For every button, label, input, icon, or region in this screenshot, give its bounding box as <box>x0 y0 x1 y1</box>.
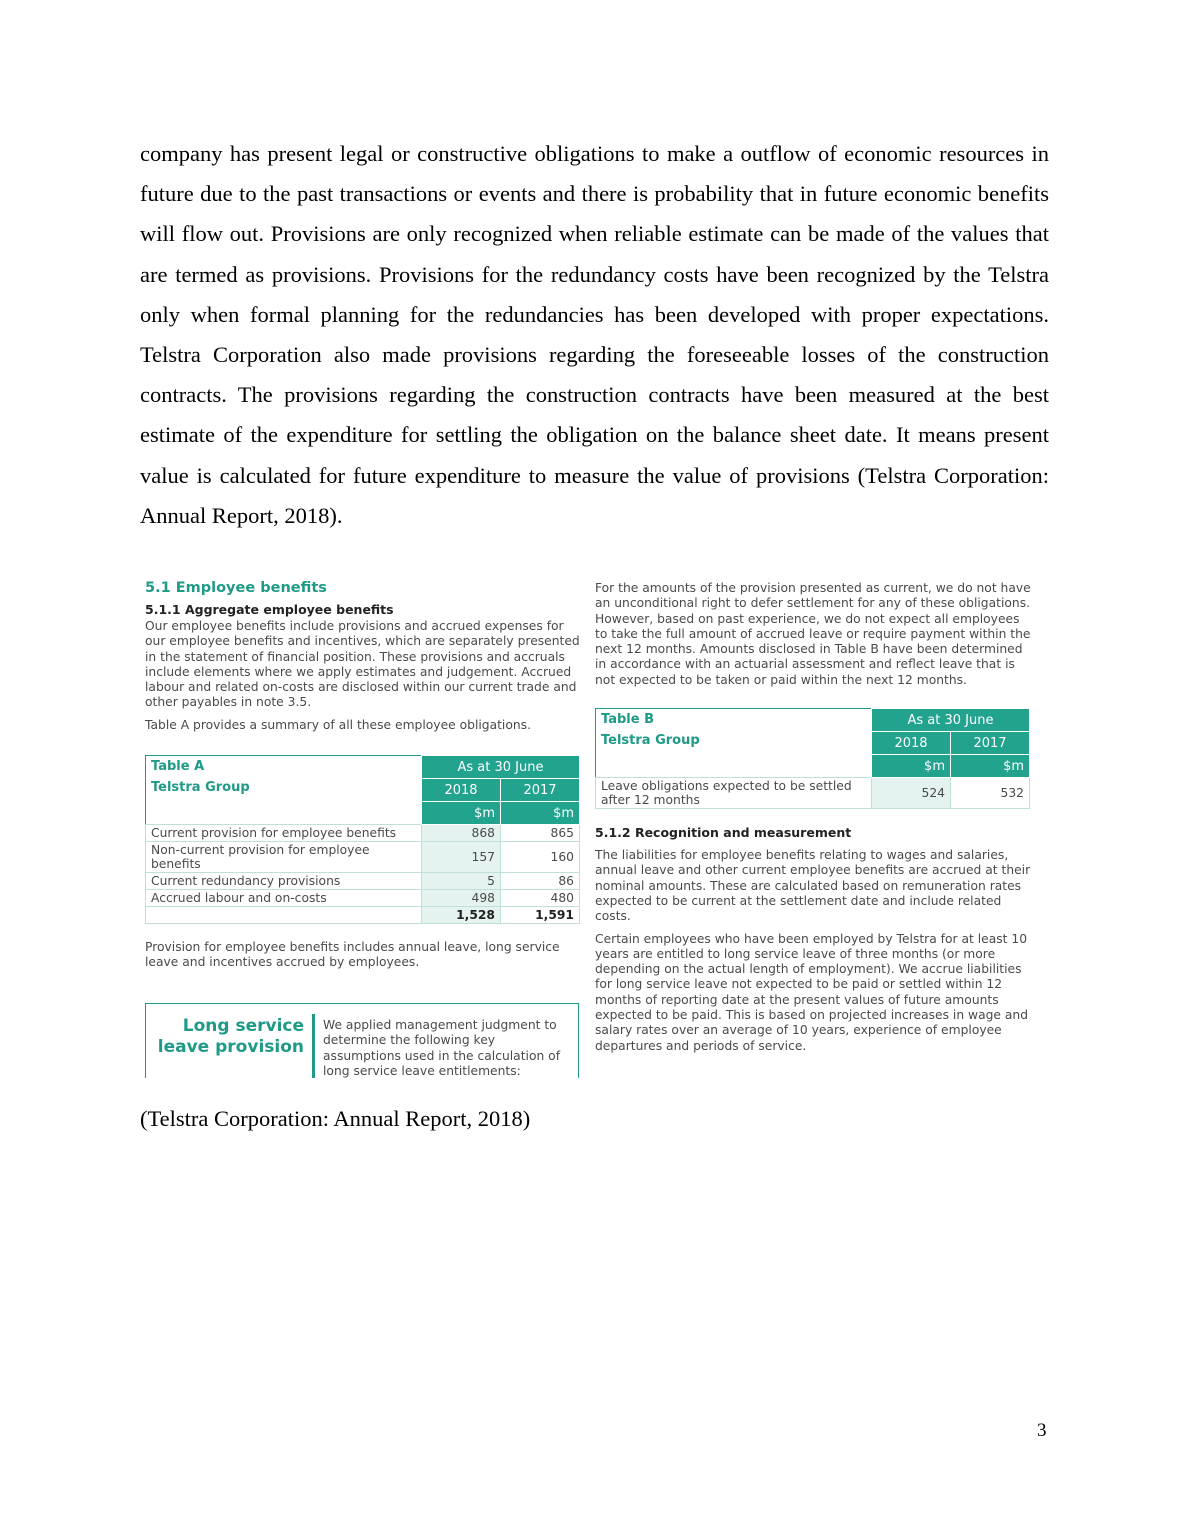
row-value-2018: 5 <box>422 873 501 890</box>
table-row <box>146 842 580 873</box>
row-label: Accrued labour and on-costs <box>146 890 422 907</box>
table-row <box>146 873 580 890</box>
lsl-text: We applied management judgment to determine the following key assumptions used in the calculation of long service leave entitlements: <box>323 1018 561 1078</box>
table-a-group: Telstra Group <box>151 780 250 796</box>
table-b-group: Telstra Group <box>601 733 700 749</box>
table-total-row <box>146 907 580 924</box>
table-a-heading-cell <box>146 756 422 825</box>
table-b-unit-2017: $m <box>950 755 1029 778</box>
row-label: Current provision for employee benefits <box>146 825 422 842</box>
row-label: Current redundancy provisions <box>146 873 422 890</box>
long-service-paragraph: Certain employees who have been employed by Telstra for at least 10 years are entitled to long service leave of three months (or more depending on the actual length of employment). We accrue liabilities for long service leave not expected to be paid or settled within 12 months of reporting date at the present values of future amounts expected to be paid. This is based on projected increases in wage and salary rates over an average of 10 years, experience of employee departures and periods of service. <box>595 931 1029 1053</box>
row-value-2017: 865 <box>501 825 580 842</box>
row-value-2018: 868 <box>422 825 501 842</box>
lsl-divider <box>312 1014 315 1078</box>
table-b-period: As at 30 June <box>872 709 1030 732</box>
source-caption: (Telstra Corporation: Annual Report, 2018) <box>140 1106 531 1131</box>
row-value-2017: 86 <box>501 873 580 890</box>
row-label: Non-current provision for employee benefits <box>146 842 422 873</box>
row-value-2017: 160 <box>501 842 580 873</box>
table-row <box>146 825 580 842</box>
table-b-year-2018: 2018 <box>872 732 951 755</box>
total-2017: 1,591 <box>501 907 580 924</box>
table-row <box>596 778 1030 809</box>
provision-note: Provision for employee benefits includes annual leave, long service leave and incentives accrued by employees. <box>145 940 560 970</box>
table-b-unit-2018: $m <box>872 755 951 778</box>
recognition-paragraph: The liabilities for employee benefits relating to wages and salaries, annual leave and other current employee benefits are accrued at their nominal amounts. These are calculated based on remuneration rates expected to be current at the settlement date and include related costs. <box>595 848 1031 924</box>
table-b-heading-cell <box>596 709 872 778</box>
excerpt-right-column <box>595 575 1035 1061</box>
annual-report-excerpt <box>140 575 1040 1078</box>
excerpt-left-column <box>145 575 585 978</box>
total-2018: 1,528 <box>422 907 501 924</box>
table-b-year-2017: 2017 <box>950 732 1029 755</box>
table-a-label: Table A <box>151 759 205 775</box>
aggregate-paragraph: Our employee benefits include provisions and accrued expenses for our employee benefits and incentives, which are separately presented in the statement of financial position. These provisions and accruals include elements where we apply estimates and judgement. Accrued labour and related on-costs are disclosed within our current trade and other payables in note 3.5. <box>145 619 580 710</box>
body-paragraph: company has present legal or constructive obligations to make a outflow of economic resources in future due to the past transactions or events and there is probability that in future economic benefits will flow out. Provisions are only recognized when reliable estimate can be made of the values that are termed as provisions. Provisions for the redundancy costs have been recognized by the Telstra only when formal planning for the redundancies has been developed with proper expectations. Telstra Corporation also made provisions regarding the foreseeable losses of the construction contracts. The provisions regarding the construction contracts have been measured at the best estimate of the expenditure for settling the obligation on the balance sheet date. It means present value is calculated for future expenditure to measure the value of provisions (Telstra Corporation: Annual Report, 2018). <box>140 141 1049 528</box>
row-value-2018: 524 <box>872 778 951 809</box>
table-a-period: As at 30 June <box>422 756 580 779</box>
table-a-unit-2017: $m <box>501 802 580 825</box>
table-row <box>146 890 580 907</box>
section-heading: 5.1 Employee benefits <box>145 580 327 596</box>
sub-heading-aggregate: 5.1.1 Aggregate employee benefits <box>145 602 394 617</box>
row-value-2017: 480 <box>501 890 580 907</box>
table-a-intro: Table A provides a summary of all these employee obligations. <box>145 717 531 732</box>
lsl-title: Long service leave provision <box>157 1016 304 1057</box>
table-a-year-2017: 2017 <box>501 779 580 802</box>
row-value-2018: 157 <box>422 842 501 873</box>
page-number: 3 <box>1037 1420 1047 1441</box>
table-a-year-2018: 2018 <box>422 779 501 802</box>
current-provision-paragraph: For the amounts of the provision presented as current, we do not have an unconditional right to defer settlement for any of these obligations. However, based on past experience, we do not expect all employees to take the full amount of accrued leave or require payment within the next 12 months. Amounts disclosed in Table B have been determined in accordance with an actuarial assessment and reflect leave that is not expected to be taken or paid within the next 12 months. <box>595 581 1031 687</box>
row-value-2017: 532 <box>950 778 1029 809</box>
table-b <box>595 708 1030 809</box>
table-a-unit-2018: $m <box>422 802 501 825</box>
table-b-label: Table B <box>601 712 654 728</box>
table-a <box>145 755 580 924</box>
row-value-2018: 498 <box>422 890 501 907</box>
row-label: Leave obligations expected to be settled after 12 months <box>596 778 872 809</box>
sub-heading-recognition: 5.1.2 Recognition and measurement <box>595 825 852 841</box>
long-service-leave-box <box>145 1003 579 1078</box>
